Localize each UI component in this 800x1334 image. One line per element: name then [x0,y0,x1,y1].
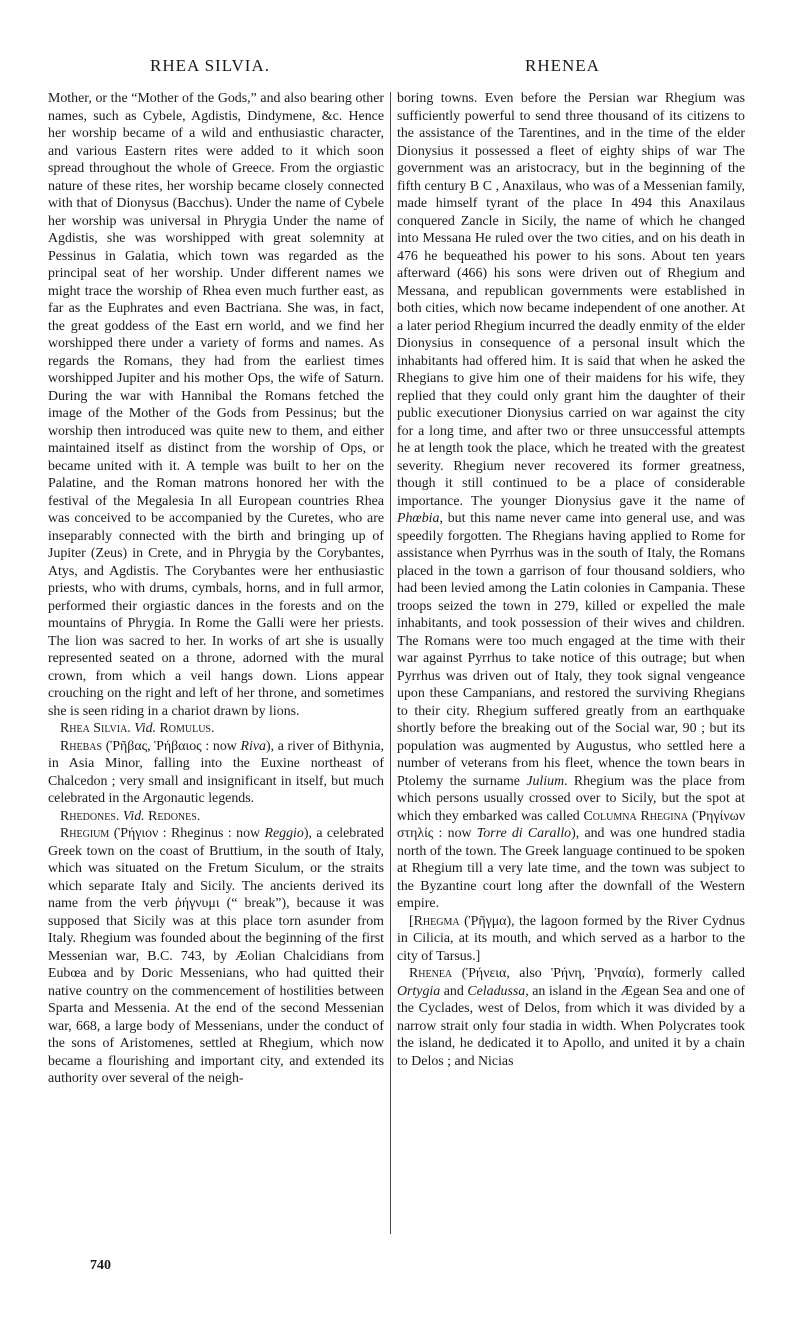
headword: Rhegium [60,826,110,841]
cross-reference-link[interactable]: Redones. [148,808,201,824]
headword: Rhea Silvia. [60,721,131,736]
entry-text: ), a river of Bithynia, in Asia Minor, falling into the Euxine northeast of Chalcedon ; very small and insignificant in itself, but much celebrated in the Argonautic legends. [48,738,384,806]
right-column [397,90,745,1070]
entry-rhegma: [Rhegma (Ῥῆγμα), the lagoon formed by the River Cydnus in Cilicia, at its mouth, and which served as a harbor to the city of Tarsus.] [397,913,745,964]
rhegium-entry-continuation: boring towns. Even before the Persian war Rhegium was sufficiently powerful to send three thousand of its citizens to the assistance of the Tarentines, and in the time of the elder Dionysius it possessed a fleet of eighty ships of war The government was an aristocracy, but in the beginning of the fifth century B C , Anaxilaus, who was of a Messenian family, made himself tyrant of the place In 494 this Anaxilaus conquered Zancle in Sicily, the name of which he changed into Messana He ruled over the two cities, and on his death in 476 he bequeathed his power to his sons. About ten years afterward (466) his sons were driven out of Rhegium and Messana, and republican governments were established in both cities, which now became independent of one another. At a later period Rhegium incurred the deadly enmity of the elder Dionysius in consequence of a personal insult which the inhabitants had offered him. It is said that when he asked the Rhegians to give him one of their maidens for his wife, they replied that they could only grant him the daughter of their public executioner Dionysius carried on war against the city for a long time, and after two or three unsuccessful attempts he at length took the place, which he treated with the greatest severity. Rhegium never recovered its former greatness, though it still continued to be a place of considerable importance. The younger Dionysius gave it the name of Phœbia, but this name never came into general use, and was speedily forgotten. The Rhegians having applied to Rome for assistance when Pyrrhus was in the south of Italy, the Romans placed in the town a garrison of four thousand soldiers, who had been levied among the Latin colonies in Campania. These troops seized the town in 279, killed or expelled the male inhabitants, and took possession of their wives and children. The Romans were too much engaged at the time with their war against Pyrrhus to take notice of this outrage; but when Pyrrhus was driven out of Italy, they took signal vengeance upon these Campanians, and restored the surviving Rhegians to their city. Rhegium suffered greatly from an earthquake shortly before the breaking out of the Social war, 90 ; but its population was augmented by Augustus, who settled here a number of veterans from his fleet, whence the town bears in Ptolemy the surname Julium. Rhegium was the place from which persons usually crossed over to Sicily, but the spot at which they embarked was called Columna Rhegina (Ῥηγίνων στηλίς : now Torre di Carallo), and was one hundred stadia north of the town. The Greek language continued to be spoken at Rhegium till a very late time, and the town was subject to the Byzantine court long after the downfall of the Western empire. [397,91,746,911]
entry-rhegium [48,825,384,1088]
entry-text: , an island in the Ægean Sea and one of the Cyclades, west of Delos, from which it was divided by a narrow strait only four stadia in width. When Polycrates took the island, he dedicated it to Apollo, and united it by a chain to Delos ; and Nicias [397,983,745,1069]
vid-label: Vid. [134,721,157,736]
entry-text: (Ῥῆγμα), the lagoon formed by the River Cydnus in Cilicia, at its mouth, and which served as a harbor to the city of Tarsus.] [397,913,745,964]
greek-forms: (Ῥῆβας, Ῥήβαιος : [105,738,210,754]
entry-rhenea: Rhenea (Ῥήνεια, also Ῥήνη, Ῥηναία), formerly called Ortygia and Celadussa, an island in the Ægean Sea and one of the Cyclades, west of Delos, from which it was divided by a narrow strait only four stadia in width. When Polycrates took the island, he dedicated it to Apollo, and united it by a chain to Delos ; and Nicias [397,966,745,1069]
headword: Rhedones. [60,808,120,824]
entry-rhedones [48,808,384,826]
header-left-title: RHEA SILVIA. [150,56,270,75]
left-column [48,90,384,1088]
headword: Rhegma [413,913,460,929]
headword: Rhenea [409,966,453,981]
greek-forms: (Ῥήνεια, also Ῥήνη, Ῥηναία), formerly called [452,966,745,981]
modern-name: Reggio [264,826,304,841]
header-right-title: RHENEA [525,56,600,75]
headword: Rhebas [60,738,103,754]
entry-text: ), a celebrated Greek town on the coast of Bruttium, in the south of Italy, which was situated on the Fretum Siculum, or the straits which separate Italy and Sicily. The ancients derived its name from the verb ῥήγνυμι (“ break”), because it was supposed that Sicily was at this place torn asunder from Italy. Rhegium was founded about the beginning of the first Messenian war, B.C. 743, by Æolian Chalcidians from Eubœa and by Doric Messenians, who had quitted their native country on the commencement of hostilities between Sparta and Messenia. At the end of the second Messenian war, 668, a large body of Messenians, under the conduct of the sons of Aristomenes, settled at Rhegium, which now became a flourishing and important city, and extended its authority over several of the neigh- [48,826,384,1086]
greek-forms: (Ῥήγιον : Rheginus : now [113,826,265,841]
rhea-entry-continuation: Mother, or the “Mother of the Gods,” and also bearing other names, such as Cybele, Agdistis, Dindymene, &c. Hence her worship became of a wild and enthusiastic character, and various Eastern rites were added to it which soon spread throughout the whole of Greece. From the orgiastic nature of these rites, her worship became closely connected with that of Dionysus (Bacchus). Under the name of Cybele her worship was universal in Phrygia Under the name of Agdistis, she was worshipped with great solemnity at Pessinus in Galatia, which town was regarded as the principal seat of her worship. Under different names we might trace the worship of Rhea even much further east, as far as the Euphrates and even Bactriana. She was, in fact, the great goddess of the East ern world, and we find her worshipped there under a variety of forms and names. As regards the Romans, they had from the earliest times worshipped Jupiter and his mother Ops, the wife of Saturn. During the war with Hannibal the Romans fetched the image of the Mother of the Gods from Pessinus; but the worship then introduced was quite new to them, and either maintained itself as distinct from the worship of Ops, or became united with it. A temple was built to her on the Palatine, and the Roman matrons honored her with the festival of the Megalesia In all European countries Rhea was conceived to be accompanied by the Curetes, who are inseparably connected with the birth and bringing up of Jupiter (Zeus) in Crete, and in Phrygia by the Corybantes, Atys, and Agdistis. The Corybantes were her enthusiastic priests, who with drums, cymbals, horns, and in full armor, performed their orgiastic dances in the forests and on the mountains of Phrygia. In Rome the Galli were her priests. The lion was sacred to her. In works of art she is usually represented seated on a throne, adorned with the mural crown, from which a veil hangs down. Lions appear crouching on the right and left of her throne, and sometimes she is seen riding in a chariot drawn by lions. [48,91,384,719]
column-divider [390,92,391,1234]
entry-rhea-silvia [48,720,384,738]
vid-label: Vid. [122,808,145,824]
running-header [0,56,800,80]
page-number: 740 [90,1258,111,1273]
cross-reference-link[interactable]: Romulus. [159,721,215,736]
entry-rhebas: Rhebas (Ῥῆβας, Ῥήβαιος : now Riva), a river of Bithynia, in Asia Minor, falling into the Euxine northeast of Chalcedon ; very small and insignificant in itself, but much celebrated in the Argonautic legends. [48,738,384,806]
modern-name: Riva [240,738,266,754]
